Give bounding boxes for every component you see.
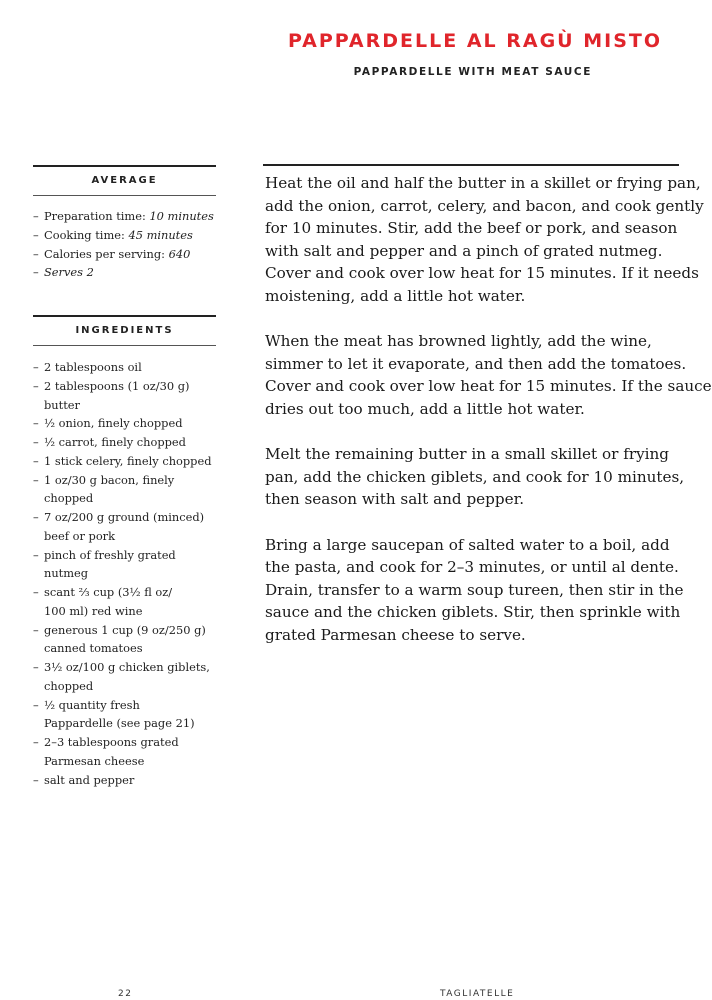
section-name: TAGLIATELLE (440, 989, 515, 999)
ingredients-list (33, 358, 216, 789)
ingredient-item: butter (44, 397, 80, 412)
average-item-value: Serves 2 (44, 265, 94, 280)
ingredient-item: beef or pork (44, 528, 116, 543)
ingredient-item: – generous 1 cup (9 oz/250 g) (33, 622, 206, 637)
ingredient-item: – 2 tablespoons oil (33, 360, 142, 374)
average-item-value: 45 minutes (128, 227, 193, 242)
ingredient-item: canned tomatoes (44, 641, 143, 656)
ingredient-item: – ½ carrot, finely chopped (33, 435, 186, 449)
method-paragraph: When the meat has browned lightly, add the wine, simmer to let it evaporate, and then add the tomatoes. Cover and cook over low heat for 15 minutes. If the sauce dries out too much, add a little hot water. (265, 332, 712, 418)
ingredient-item: – salt and pepper (33, 772, 135, 787)
ingredient-item: – 2 tablespoons (1 oz/30 g) (33, 378, 190, 393)
ingredient-item: – ½ onion, finely chopped (33, 416, 183, 431)
ingredient-item: Pappardelle (see page 21) (44, 716, 195, 731)
method-paragraph: Heat the oil and half the butter in a skillet or frying pan, add the onion, carrot, celery, and bacon, and cook gently for 10 minutes. Stir, add the beef or pork, and season with salt and pepper and a pinch of grated nutmeg. Cover and cook over low heat for 15 minutes. If it needs moistening, add a little hot water. (265, 174, 704, 305)
ingredient-item: – 1 oz/30 g bacon, finely (33, 472, 175, 487)
average-item-value: 10 minutes (149, 209, 214, 223)
average-heading: AVERAGE (33, 165, 216, 196)
average-item: – Preparation time: 10 minutes (33, 209, 214, 223)
average-item-label: Calories per serving: (44, 246, 169, 261)
ingredient-item: chopped (44, 678, 94, 693)
ingredient-item: – ½ quantity fresh (33, 697, 140, 712)
ingredient-item: Parmesan cheese (44, 753, 145, 768)
ingredient-item: – scant ⅔ cup (3½ fl oz/ (33, 585, 173, 599)
method-paragraph: Melt the remaining butter in a small skillet or frying pan, add the chicken giblets, and cook for 10 minutes, then season with salt and pepper. (265, 445, 685, 509)
ingredient-item: – 1 stick celery, finely chopped (33, 453, 212, 468)
average-item-label: Preparation time: (44, 209, 150, 223)
average-box (33, 165, 216, 282)
ingredient-item: – 3½ oz/100 g chicken giblets, (33, 660, 210, 674)
ingredients-box (33, 315, 216, 789)
page-number: 22 (118, 989, 133, 999)
ingredient-item: 100 ml) red wine (44, 603, 143, 618)
method-paragraph: Bring a large saucepan of salted water to a boil, add the pasta, and cook for 2–3 minutes, or until al dente. Drain, transfer to a warm soup tureen, then stir in the sauce and the chicken giblets. Stir, then sprinkle with grated Parmesan cheese to serve. (265, 535, 684, 644)
method-text (265, 172, 712, 669)
average-item-value: 640 (168, 246, 191, 261)
average-item: – Calories per serving: 640 (33, 246, 191, 261)
ingredient-item: – 7 oz/200 g ground (minced) (33, 510, 205, 524)
recipe-title: PAPPARDELLE AL RAGÙ MISTO (287, 30, 662, 52)
average-item: – Serves 2 (33, 265, 94, 280)
recipe-subtitle: PAPPARDELLE WITH MEAT SAUCE (353, 66, 592, 78)
ingredient-item: nutmeg (44, 566, 89, 581)
average-list (33, 207, 216, 282)
method-rule (263, 164, 679, 166)
average-item: – Cooking time: 45 minutes (33, 227, 193, 242)
ingredients-heading: INGREDIENTS (33, 315, 216, 346)
ingredient-item: chopped (44, 491, 94, 506)
ingredient-item: – 2–3 tablespoons grated (33, 735, 179, 749)
ingredient-item: – pinch of freshly grated (33, 547, 176, 562)
average-item-label: Cooking time: (44, 227, 129, 242)
